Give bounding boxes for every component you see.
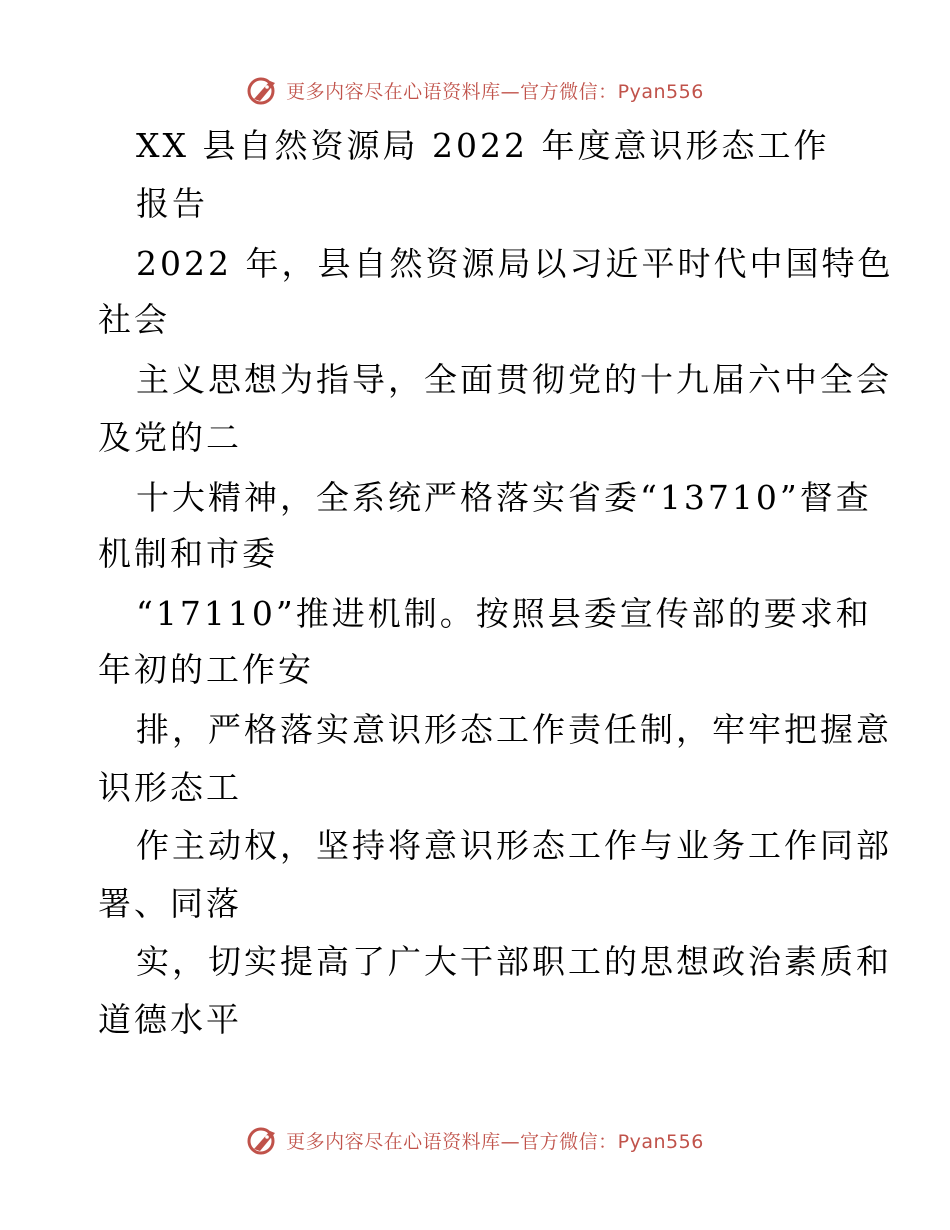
watermark-text: 更多内容尽在心语资料库—官方微信：Pyan556 bbox=[286, 80, 704, 103]
paragraph-line: 及党的二 bbox=[98, 418, 242, 457]
paragraph-line: 社会 bbox=[98, 300, 170, 339]
paragraph-line: 十大精神，全系统严格落实省委“13710”督查 bbox=[136, 478, 872, 517]
header-watermark-banner bbox=[0, 72, 950, 108]
paragraph-line: 排，严格落实意识形态工作责任制，牢牢把握意 bbox=[136, 710, 892, 749]
title-line-2: 报告 bbox=[136, 184, 208, 223]
paragraph-line: 署、同落 bbox=[98, 884, 242, 923]
title-line-1: XX 县自然资源局 2022 年度意识形态工作 bbox=[136, 126, 830, 165]
paragraph-line: 识形态工 bbox=[98, 768, 242, 807]
paragraph-line: 道德水平 bbox=[98, 1000, 242, 1039]
watermark-text: 更多内容尽在心语资料库—官方微信：Pyan556 bbox=[286, 1130, 704, 1153]
pen-nib-logo-icon bbox=[246, 1123, 280, 1157]
paragraph-line: 2022 年，县自然资源局以习近平时代中国特色 bbox=[136, 244, 894, 283]
footer-watermark-banner bbox=[0, 1122, 950, 1158]
paragraph-line: “17110”推进机制。按照县委宣传部的要求和 bbox=[136, 594, 872, 633]
paragraph-line: 实，切实提高了广大干部职工的思想政治素质和 bbox=[136, 942, 892, 981]
paragraph-line: 机制和市委 bbox=[98, 534, 278, 573]
paragraph-line: 主义思想为指导，全面贯彻党的十九届六中全会 bbox=[136, 360, 892, 399]
pen-nib-logo-icon bbox=[246, 73, 280, 107]
paragraph-line: 年初的工作安 bbox=[98, 650, 314, 689]
paragraph-line: 作主动权，坚持将意识形态工作与业务工作同部 bbox=[136, 826, 892, 865]
